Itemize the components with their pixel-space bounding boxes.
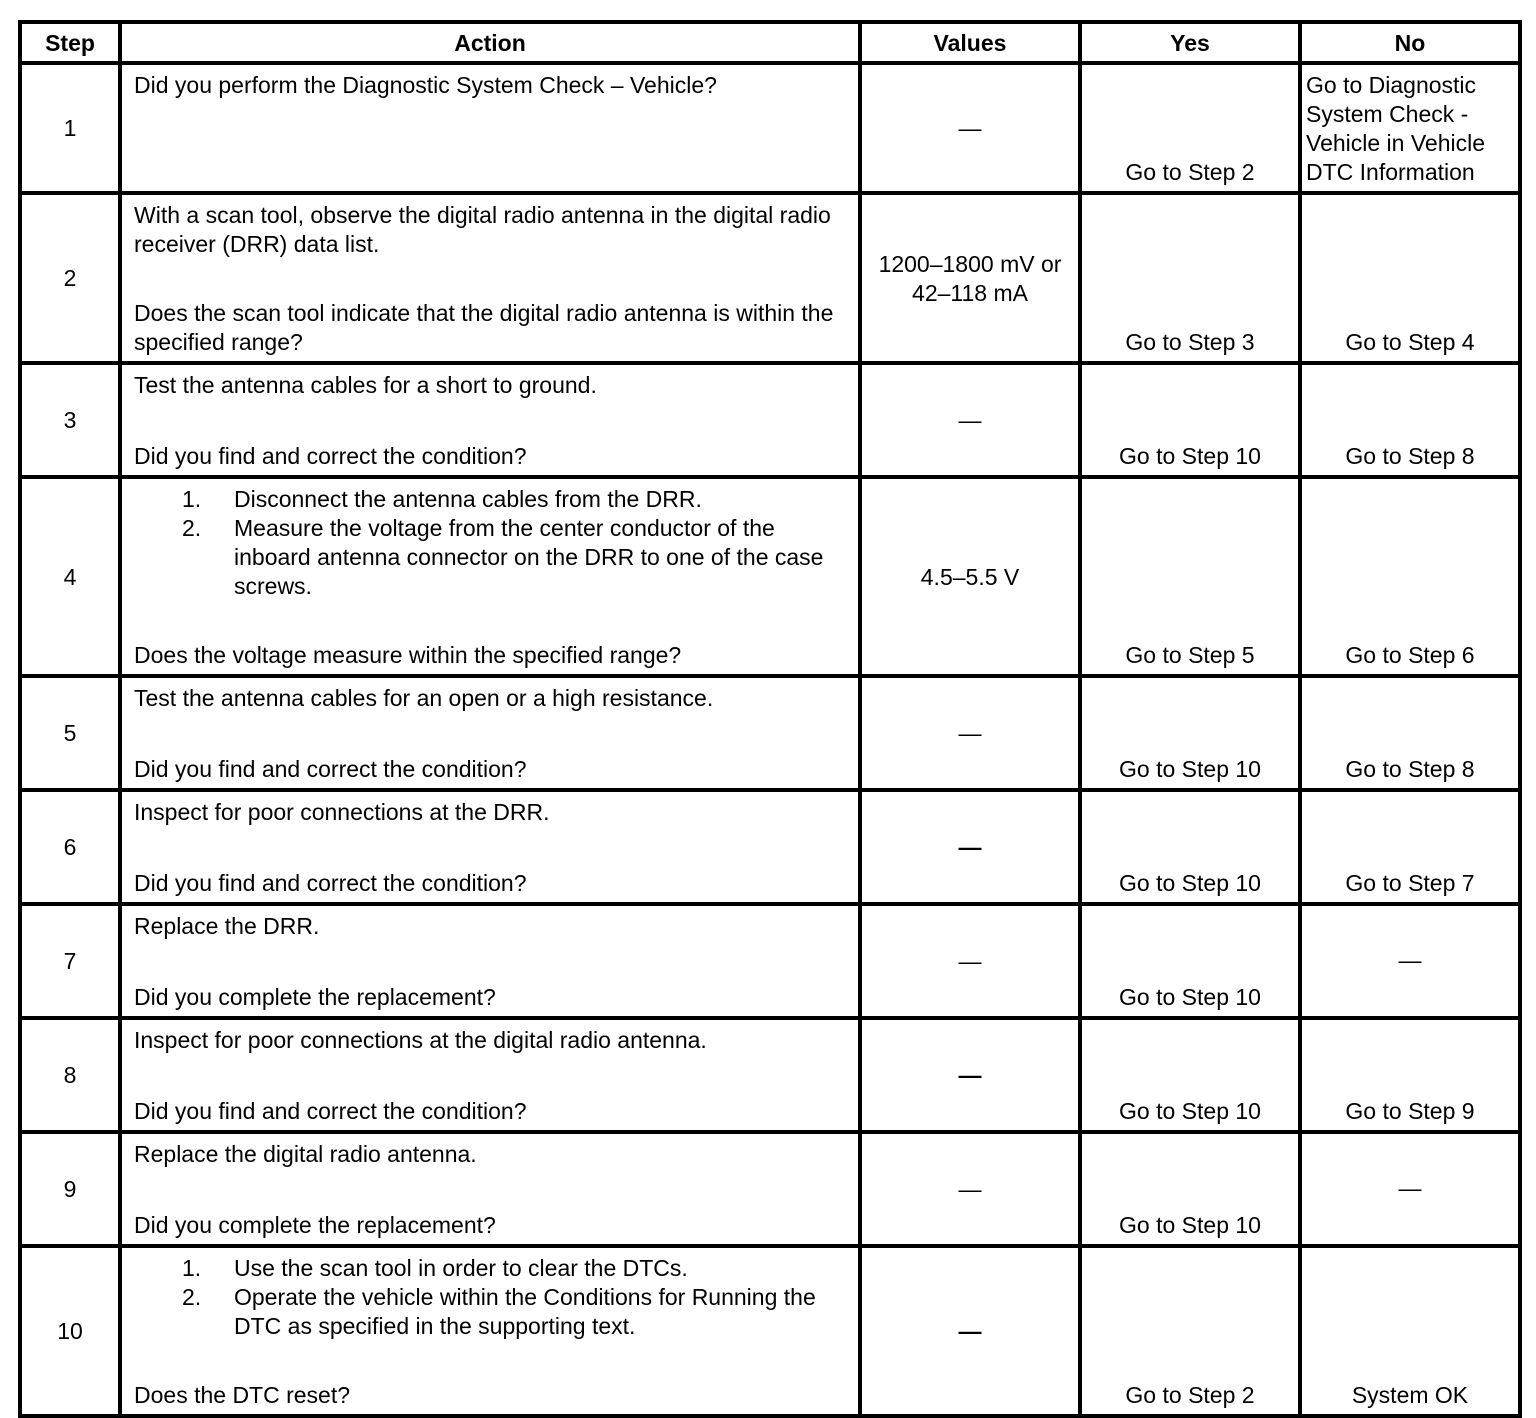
action-text: Inspect for poor connections at the digital radio antenna.	[134, 1027, 707, 1053]
yes-cell: Go to Step 10	[1080, 790, 1300, 904]
step-number: 8	[20, 1018, 120, 1132]
yes-cell: Go to Step 2	[1080, 63, 1300, 193]
action-question: Did you complete the replacement?	[134, 984, 496, 1010]
yes-cell: Go to Step 10	[1080, 676, 1300, 790]
action-question: Does the voltage measure within the specified range?	[134, 642, 682, 668]
action-text: Test the antenna cables for an open or a high resistance.	[134, 685, 714, 711]
step-number: 3	[20, 363, 120, 477]
action-cell	[120, 1132, 860, 1246]
list-item	[134, 1254, 846, 1283]
value-cell: —	[860, 1246, 1080, 1416]
step-number: 4	[20, 477, 120, 676]
table-row	[20, 790, 1520, 904]
action-cell	[120, 193, 860, 363]
action-list	[134, 485, 846, 601]
list-number: 2.	[182, 1284, 202, 1310]
header-values: Values	[860, 22, 1080, 63]
action-question: Did you find and correct the condition?	[134, 870, 527, 896]
action-text: Did you perform the Diagnostic System Check – Vehicle?	[134, 72, 717, 98]
table-row	[20, 477, 1520, 676]
action-question: Did you find and correct the condition?	[134, 1098, 527, 1124]
no-cell: Go to Step 9	[1300, 1018, 1520, 1132]
no-cell: —	[1300, 1132, 1520, 1246]
step-number: 9	[20, 1132, 120, 1246]
action-cell	[120, 1246, 860, 1416]
no-cell: Go to Step 8	[1300, 363, 1520, 477]
action-text: Test the antenna cables for a short to ground.	[134, 372, 597, 398]
action-cell	[120, 63, 860, 193]
list-number: 2.	[182, 515, 202, 541]
yes-cell: Go to Step 3	[1080, 193, 1300, 363]
table-row	[20, 63, 1520, 193]
value-cell: 4.5–5.5 V	[860, 477, 1080, 676]
step-number: 7	[20, 904, 120, 1018]
value-cell: —	[860, 1018, 1080, 1132]
yes-cell: Go to Step 10	[1080, 363, 1300, 477]
action-cell	[120, 363, 860, 477]
value-cell: —	[860, 1132, 1080, 1246]
table-row	[20, 1246, 1520, 1416]
yes-cell: Go to Step 10	[1080, 1018, 1300, 1132]
list-number: 1.	[182, 486, 202, 512]
no-cell: Go to Step 6	[1300, 477, 1520, 676]
action-question: Did you complete the replacement?	[134, 1212, 496, 1238]
no-cell: Go to Step 8	[1300, 676, 1520, 790]
no-cell: —	[1300, 904, 1520, 1018]
action-cell	[120, 477, 860, 676]
list-item	[134, 485, 846, 514]
yes-cell: Go to Step 10	[1080, 1132, 1300, 1246]
yes-cell: Go to Step 10	[1080, 904, 1300, 1018]
step-number: 6	[20, 790, 120, 904]
step-number: 2	[20, 193, 120, 363]
step-number: 1	[20, 63, 120, 193]
action-text: Inspect for poor connections at the DRR.	[134, 799, 550, 825]
step-number: 5	[20, 676, 120, 790]
no-cell: Go to Diagnostic System Check - Vehicle in Vehicle DTC Information	[1300, 63, 1520, 193]
table-row	[20, 1132, 1520, 1246]
value-cell: —	[860, 904, 1080, 1018]
action-text: Replace the digital radio antenna.	[134, 1141, 477, 1167]
value-cell: —	[860, 363, 1080, 477]
action-question: Did you find and correct the condition?	[134, 443, 527, 469]
yes-cell: Go to Step 2	[1080, 1246, 1300, 1416]
action-cell	[120, 1018, 860, 1132]
value-cell: —	[860, 676, 1080, 790]
action-question: Did you find and correct the condition?	[134, 756, 527, 782]
list-text: Operate the vehicle within the Conditions for Running the DTC as specified in the supporting text.	[234, 1284, 816, 1339]
table-row	[20, 676, 1520, 790]
no-cell: Go to Step 4	[1300, 193, 1520, 363]
action-question: Does the DTC reset?	[134, 1382, 351, 1408]
value-cell: —	[860, 790, 1080, 904]
table-row	[20, 904, 1520, 1018]
step-number: 10	[20, 1246, 120, 1416]
list-number: 1.	[182, 1255, 202, 1281]
diagnostic-table	[18, 20, 1522, 1418]
action-cell	[120, 676, 860, 790]
list-text: Use the scan tool in order to clear the DTCs.	[234, 1255, 688, 1281]
header-action: Action	[120, 22, 860, 63]
list-text: Measure the voltage from the center conductor of the inboard antenna connector on the DRR to one of the case screws.	[234, 515, 824, 599]
table-row	[20, 193, 1520, 363]
table-row	[20, 1018, 1520, 1132]
yes-cell: Go to Step 5	[1080, 477, 1300, 676]
header-yes: Yes	[1080, 22, 1300, 63]
action-cell	[120, 904, 860, 1018]
list-item	[134, 514, 846, 601]
header-no: No	[1300, 22, 1520, 63]
list-item	[134, 1283, 846, 1341]
value-cell: —	[860, 63, 1080, 193]
action-list	[134, 1254, 846, 1341]
no-cell: System OK	[1300, 1246, 1520, 1416]
action-cell	[120, 790, 860, 904]
header-row	[20, 22, 1520, 63]
action-question: Does the scan tool indicate that the digital radio antenna is within the specified range?	[134, 300, 834, 355]
action-text: Replace the DRR.	[134, 913, 320, 939]
action-text: With a scan tool, observe the digital radio antenna in the digital radio receiver (DRR) data list.	[134, 202, 831, 257]
list-text: Disconnect the antenna cables from the DRR.	[234, 486, 702, 512]
table-row	[20, 363, 1520, 477]
no-cell: Go to Step 7	[1300, 790, 1520, 904]
value-cell: 1200–1800 mV or 42–118 mA	[860, 193, 1080, 363]
header-step: Step	[20, 22, 120, 63]
